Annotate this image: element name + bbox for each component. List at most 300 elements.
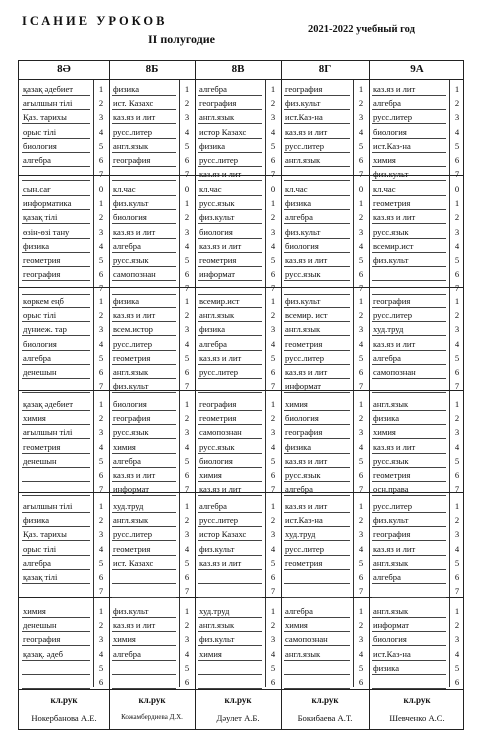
lesson-subject: русс.литер bbox=[113, 126, 153, 137]
lesson-subject: ист.Каз-на bbox=[373, 140, 411, 151]
lesson-number: 4 bbox=[98, 240, 104, 251]
lesson-number: 2 bbox=[358, 413, 364, 424]
lesson-number: 2 bbox=[270, 620, 276, 631]
lesson-number: 7 bbox=[184, 586, 190, 597]
lesson-number: 4 bbox=[358, 240, 364, 251]
lesson-subject: русс.литер bbox=[199, 155, 239, 165]
column-divider bbox=[281, 61, 282, 729]
lesson-number: 3 bbox=[358, 529, 364, 540]
lesson-subject: химия bbox=[23, 413, 46, 424]
row-line bbox=[284, 252, 350, 253]
column-divider bbox=[369, 61, 370, 729]
lesson-subject: физ.культ bbox=[113, 381, 149, 392]
row-line bbox=[22, 109, 90, 110]
row-line bbox=[372, 424, 446, 425]
row-line bbox=[372, 674, 446, 675]
row-line bbox=[284, 95, 350, 96]
lesson-subject: биология bbox=[285, 240, 319, 251]
lesson-number: 4 bbox=[454, 543, 460, 554]
row-line bbox=[372, 252, 446, 253]
lesson-subject: химия bbox=[113, 634, 136, 645]
lesson-subject: биология bbox=[23, 140, 57, 151]
lesson-number: 2 bbox=[98, 98, 104, 109]
lesson-number: 6 bbox=[454, 155, 460, 165]
lesson-number: 1 bbox=[358, 296, 364, 306]
row-line bbox=[372, 645, 446, 646]
lesson-number: 3 bbox=[98, 226, 104, 237]
lesson-number: 7 bbox=[98, 586, 104, 597]
row-line bbox=[372, 597, 446, 598]
lesson-subject: физ.культ bbox=[373, 515, 409, 526]
lesson-subject: каз.яз и лит bbox=[285, 255, 328, 265]
lesson-number: 2 bbox=[184, 98, 190, 109]
row-line bbox=[284, 223, 350, 224]
lesson-subject: русс.язык bbox=[199, 441, 235, 452]
lesson-subject: биология bbox=[113, 212, 147, 223]
lesson-subject: англ.язык bbox=[373, 606, 409, 616]
lesson-subject: русс.литер bbox=[199, 367, 239, 377]
lesson-number: 5 bbox=[270, 455, 276, 466]
lesson-number: 0 bbox=[358, 184, 364, 194]
row-line bbox=[22, 467, 90, 468]
lesson-number: 3 bbox=[184, 226, 190, 237]
header-divider bbox=[19, 79, 463, 80]
lesson-number: 5 bbox=[358, 455, 364, 466]
lesson-subject: физика bbox=[285, 441, 312, 452]
lesson-subject: орыс тілі bbox=[23, 126, 57, 137]
lesson-subject: химия bbox=[373, 155, 396, 165]
lesson-number: 6 bbox=[358, 269, 364, 280]
lesson-number: 4 bbox=[184, 240, 190, 251]
row-line bbox=[22, 350, 90, 351]
lesson-number: 1 bbox=[98, 501, 104, 511]
lesson-number: 1 bbox=[98, 198, 104, 209]
lesson-subject: физ.культ bbox=[113, 198, 149, 209]
lesson-subject: алгебра bbox=[23, 155, 51, 165]
lesson-number: 6 bbox=[98, 269, 104, 280]
lesson-subject: география bbox=[23, 634, 61, 645]
class-header: 8В bbox=[231, 63, 245, 75]
lesson-subject: денешын bbox=[23, 620, 57, 631]
row-line bbox=[372, 438, 446, 439]
lesson-subject: самопознан bbox=[373, 367, 416, 377]
row-line bbox=[198, 526, 262, 527]
lesson-number: 4 bbox=[270, 543, 276, 554]
lesson-number: 6 bbox=[184, 677, 190, 687]
lesson-number: 5 bbox=[358, 557, 364, 568]
lesson-subject: химия bbox=[199, 648, 222, 659]
row-line bbox=[198, 495, 262, 496]
row-line bbox=[112, 660, 176, 661]
row-line bbox=[112, 392, 176, 393]
row-line bbox=[284, 688, 350, 689]
lesson-subject: худ.труд bbox=[285, 529, 316, 540]
column-divider bbox=[195, 61, 196, 729]
row-line bbox=[284, 166, 350, 167]
lesson-number: 3 bbox=[270, 634, 276, 645]
row-line bbox=[372, 166, 446, 167]
lesson-number: 2 bbox=[184, 413, 190, 424]
row-line bbox=[112, 583, 176, 584]
lesson-number: 7 bbox=[454, 484, 460, 495]
lesson-number: 1 bbox=[454, 198, 460, 209]
row-line bbox=[22, 660, 90, 661]
lesson-subject: физ.культ bbox=[373, 169, 409, 180]
lesson-number: 2 bbox=[358, 98, 364, 109]
lesson-subject: дүниеж. тар bbox=[23, 324, 67, 335]
lesson-number: 3 bbox=[270, 324, 276, 335]
row-line bbox=[198, 631, 262, 632]
row-line bbox=[284, 512, 350, 513]
lesson-number: 2 bbox=[454, 515, 460, 526]
lesson-subject: физ.культ bbox=[113, 606, 149, 616]
lesson-number: 2 bbox=[358, 310, 364, 321]
lesson-number: 3 bbox=[184, 324, 190, 335]
lesson-number: 6 bbox=[454, 677, 460, 687]
row-line bbox=[284, 597, 350, 598]
lesson-subject: кл.час bbox=[373, 184, 396, 194]
lesson-number: 7 bbox=[358, 586, 364, 597]
lesson-number: 5 bbox=[98, 557, 104, 568]
lesson-subject: биология bbox=[285, 413, 319, 424]
lesson-subject: биология bbox=[199, 455, 233, 466]
lesson-number: 1 bbox=[184, 399, 190, 409]
lesson-number: 7 bbox=[270, 586, 276, 597]
lesson-subject: каз.яз и лит bbox=[113, 310, 156, 321]
lesson-number: 1 bbox=[184, 501, 190, 511]
lesson-subject: қазақ әдебиет bbox=[23, 399, 74, 409]
lesson-number: 7 bbox=[270, 484, 276, 495]
lesson-subject: биология bbox=[373, 634, 407, 645]
lesson-number: 6 bbox=[270, 367, 276, 377]
row-line bbox=[198, 109, 262, 110]
row-line bbox=[284, 266, 350, 267]
lesson-subject: англ.язык bbox=[285, 324, 321, 335]
lesson-number: 1 bbox=[270, 606, 276, 616]
lesson-number: 2 bbox=[270, 310, 276, 321]
row-line bbox=[284, 660, 350, 661]
lesson-subject: денешын bbox=[23, 455, 57, 466]
row-line bbox=[372, 617, 446, 618]
row-line bbox=[198, 617, 262, 618]
lesson-number: 4 bbox=[454, 240, 460, 251]
class-teacher-name: Дәулет А.Б. bbox=[216, 713, 260, 723]
class-teacher-name: Бокибаева А.Т. bbox=[297, 713, 353, 723]
lesson-number: 6 bbox=[358, 572, 364, 582]
lesson-subject: физ.культ bbox=[373, 255, 409, 265]
row-line bbox=[198, 364, 262, 365]
lesson-subject: русс.литер bbox=[285, 543, 325, 554]
lesson-number: 6 bbox=[358, 155, 364, 165]
row-line bbox=[22, 321, 90, 322]
row-line bbox=[112, 526, 176, 527]
row-line bbox=[372, 195, 446, 196]
lesson-number: 2 bbox=[270, 98, 276, 109]
row-line bbox=[372, 555, 446, 556]
lesson-number: 3 bbox=[358, 112, 364, 123]
row-line bbox=[112, 512, 176, 513]
lesson-number: 6 bbox=[454, 269, 460, 280]
row-line bbox=[284, 152, 350, 153]
row-line bbox=[112, 335, 176, 336]
class-teacher-name: Шевченко А.С. bbox=[389, 713, 445, 723]
row-line bbox=[198, 195, 262, 196]
row-line bbox=[112, 688, 176, 689]
row-line bbox=[284, 180, 350, 181]
lesson-subject: англ.язык bbox=[199, 112, 235, 123]
lesson-number: 4 bbox=[270, 648, 276, 659]
lesson-subject: худ.труд bbox=[373, 324, 404, 335]
lesson-subject: алгебра bbox=[113, 648, 141, 659]
lesson-number: 4 bbox=[358, 338, 364, 349]
row-line bbox=[198, 392, 262, 393]
lesson-subject: физ.культ bbox=[199, 212, 235, 223]
lesson-number: 7 bbox=[270, 169, 276, 180]
lesson-subject: всемир.ист bbox=[373, 240, 414, 251]
row-line bbox=[284, 645, 350, 646]
lesson-subject: англ.язык bbox=[199, 620, 235, 631]
lesson-number: 3 bbox=[358, 427, 364, 438]
row-line bbox=[22, 335, 90, 336]
lesson-subject: всемир.ист bbox=[199, 296, 240, 306]
lesson-number: 6 bbox=[270, 155, 276, 165]
row-line bbox=[372, 152, 446, 153]
row-line bbox=[284, 123, 350, 124]
row-line bbox=[198, 467, 262, 468]
lesson-subject: химия bbox=[113, 441, 136, 452]
lesson-subject: русс.язык bbox=[373, 226, 409, 237]
row-line bbox=[198, 152, 262, 153]
row-line bbox=[372, 109, 446, 110]
row-line bbox=[112, 467, 176, 468]
lesson-subject: география bbox=[199, 98, 237, 109]
row-line bbox=[284, 674, 350, 675]
row-line bbox=[22, 266, 90, 267]
row-line bbox=[22, 688, 90, 689]
lesson-subject: англ.язык bbox=[113, 367, 149, 377]
lesson-number: 3 bbox=[454, 226, 460, 237]
lesson-number: 6 bbox=[454, 572, 460, 582]
row-line bbox=[112, 674, 176, 675]
lesson-subject: осн.права bbox=[373, 484, 409, 495]
lesson-subject: география bbox=[113, 413, 151, 424]
lesson-subject: информат bbox=[199, 269, 235, 280]
row-line bbox=[22, 195, 90, 196]
lesson-number: 1 bbox=[454, 399, 460, 409]
lesson-subject: химия bbox=[199, 470, 222, 480]
lesson-number: 1 bbox=[358, 606, 364, 616]
lesson-number: 7 bbox=[184, 484, 190, 495]
lesson-number: 4 bbox=[270, 338, 276, 349]
lesson-subject: геометрия bbox=[23, 255, 61, 265]
row-line bbox=[198, 166, 262, 167]
lesson-number: 4 bbox=[184, 543, 190, 554]
lesson-subject: география bbox=[23, 269, 61, 280]
lesson-number: 7 bbox=[358, 169, 364, 180]
lesson-subject: география bbox=[113, 155, 151, 165]
lesson-subject: алгебра bbox=[285, 606, 313, 616]
lesson-subject: самопознан bbox=[113, 269, 156, 280]
lesson-number: 6 bbox=[358, 367, 364, 377]
lesson-number: 6 bbox=[358, 470, 364, 480]
lesson-subject: физика bbox=[199, 140, 226, 151]
lesson-number: 5 bbox=[270, 140, 276, 151]
row-line bbox=[284, 307, 350, 308]
lesson-subject: русс.литер bbox=[285, 352, 325, 363]
row-line bbox=[112, 481, 176, 482]
lesson-number: 3 bbox=[98, 427, 104, 438]
row-line bbox=[22, 209, 90, 210]
lesson-number: 5 bbox=[184, 455, 190, 466]
row-line bbox=[372, 138, 446, 139]
lesson-subject: каз.яз и лит bbox=[113, 620, 156, 631]
lesson-subject: каз.яз и лит bbox=[199, 484, 242, 495]
row-line bbox=[372, 467, 446, 468]
lesson-subject: русс.язык bbox=[285, 470, 321, 480]
lesson-subject: физика bbox=[373, 662, 400, 673]
row-line bbox=[22, 166, 90, 167]
lesson-subject: биология bbox=[373, 126, 407, 137]
lesson-number: 4 bbox=[98, 648, 104, 659]
lesson-subject: самопознан bbox=[199, 427, 242, 438]
lesson-number: 6 bbox=[454, 470, 460, 480]
lesson-number: 3 bbox=[358, 226, 364, 237]
row-line bbox=[112, 453, 176, 454]
day-divider bbox=[19, 287, 463, 288]
lesson-subject: физ.культ bbox=[199, 543, 235, 554]
lesson-number: 3 bbox=[454, 634, 460, 645]
lesson-number: 5 bbox=[358, 140, 364, 151]
lesson-number: 5 bbox=[358, 255, 364, 265]
row-line bbox=[198, 660, 262, 661]
lesson-number: 7 bbox=[454, 586, 460, 597]
lesson-number: 2 bbox=[98, 620, 104, 631]
lesson-subject: физика bbox=[199, 324, 226, 335]
row-line bbox=[198, 335, 262, 336]
row-line bbox=[22, 364, 90, 365]
lesson-subject: биология bbox=[23, 338, 57, 349]
lesson-subject: биология bbox=[113, 399, 147, 409]
row-line bbox=[284, 555, 350, 556]
lesson-number: 2 bbox=[454, 212, 460, 223]
row-line bbox=[198, 280, 262, 281]
row-line bbox=[372, 688, 446, 689]
lesson-number: 3 bbox=[184, 529, 190, 540]
row-line bbox=[372, 95, 446, 96]
lesson-subject: англ.язык bbox=[373, 557, 409, 568]
row-line bbox=[372, 123, 446, 124]
lesson-number: 4 bbox=[98, 543, 104, 554]
row-line bbox=[112, 540, 176, 541]
lesson-subject: каз.яз и лит bbox=[373, 84, 416, 94]
row-line bbox=[112, 555, 176, 556]
row-line bbox=[112, 238, 176, 239]
lesson-number: 4 bbox=[358, 441, 364, 452]
lesson-subject: алгебра bbox=[23, 557, 51, 568]
lesson-number: 6 bbox=[184, 572, 190, 582]
lesson-number: 6 bbox=[98, 155, 104, 165]
row-line bbox=[198, 512, 262, 513]
lesson-number: 5 bbox=[454, 255, 460, 265]
lesson-subject: география bbox=[373, 296, 411, 306]
row-line bbox=[372, 453, 446, 454]
lesson-number: 1 bbox=[98, 84, 104, 94]
row-line bbox=[372, 223, 446, 224]
lesson-number: 2 bbox=[454, 98, 460, 109]
lesson-subject: алгебра bbox=[199, 338, 227, 349]
lesson-subject: ағылшын тілі bbox=[23, 98, 73, 109]
row-line bbox=[284, 495, 350, 496]
lesson-number: 6 bbox=[270, 677, 276, 687]
lesson-subject: алгебра bbox=[373, 572, 401, 582]
lesson-subject: информат bbox=[113, 484, 149, 495]
lesson-subject: география bbox=[373, 529, 411, 540]
lesson-number: 2 bbox=[270, 413, 276, 424]
lesson-number: 1 bbox=[98, 296, 104, 306]
lesson-subject: физ.культ bbox=[285, 296, 321, 306]
lesson-number: 4 bbox=[184, 441, 190, 452]
row-line bbox=[284, 335, 350, 336]
row-line bbox=[22, 526, 90, 527]
lesson-number: 2 bbox=[270, 515, 276, 526]
row-line bbox=[372, 512, 446, 513]
row-line bbox=[112, 123, 176, 124]
row-line bbox=[112, 631, 176, 632]
lesson-number: 3 bbox=[454, 529, 460, 540]
lesson-number: 1 bbox=[184, 606, 190, 616]
row-line bbox=[112, 495, 176, 496]
lesson-subject: каз.яз и лит bbox=[373, 441, 416, 452]
row-line bbox=[372, 378, 446, 379]
lesson-subject: каз.яз и лит bbox=[373, 212, 416, 223]
row-line bbox=[198, 307, 262, 308]
row-line bbox=[22, 569, 90, 570]
row-line bbox=[284, 583, 350, 584]
lesson-subject: қазақ әдебиет bbox=[23, 84, 74, 94]
lesson-number: 1 bbox=[270, 501, 276, 511]
row-line bbox=[22, 307, 90, 308]
row-line bbox=[22, 180, 90, 181]
lesson-number: 2 bbox=[184, 620, 190, 631]
lesson-number: 4 bbox=[184, 338, 190, 349]
row-line bbox=[198, 350, 262, 351]
lesson-number: 3 bbox=[454, 427, 460, 438]
row-line bbox=[372, 266, 446, 267]
lesson-number: 5 bbox=[184, 662, 190, 673]
lesson-subject: каз.яз и лит bbox=[373, 543, 416, 554]
lesson-subject: русс.язык bbox=[113, 255, 149, 265]
lesson-subject: истор Казахс bbox=[199, 126, 247, 137]
lesson-number: 3 bbox=[358, 634, 364, 645]
lesson-subject: англ.язык bbox=[113, 515, 149, 526]
class-header: 9А bbox=[410, 63, 424, 75]
row-line bbox=[22, 438, 90, 439]
lesson-number: 6 bbox=[98, 677, 104, 687]
row-line bbox=[198, 252, 262, 253]
lesson-number: 3 bbox=[358, 324, 364, 335]
lesson-number: 1 bbox=[270, 84, 276, 94]
row-line bbox=[198, 209, 262, 210]
lesson-subject: англ.язык bbox=[285, 648, 321, 659]
lesson-subject: алгебра bbox=[373, 352, 401, 363]
lesson-subject: химия bbox=[285, 399, 308, 409]
row-line bbox=[22, 223, 90, 224]
row-line bbox=[112, 350, 176, 351]
row-line bbox=[372, 660, 446, 661]
lesson-subject: орыс тілі bbox=[23, 310, 57, 321]
row-line bbox=[22, 631, 90, 632]
row-line bbox=[22, 495, 90, 496]
